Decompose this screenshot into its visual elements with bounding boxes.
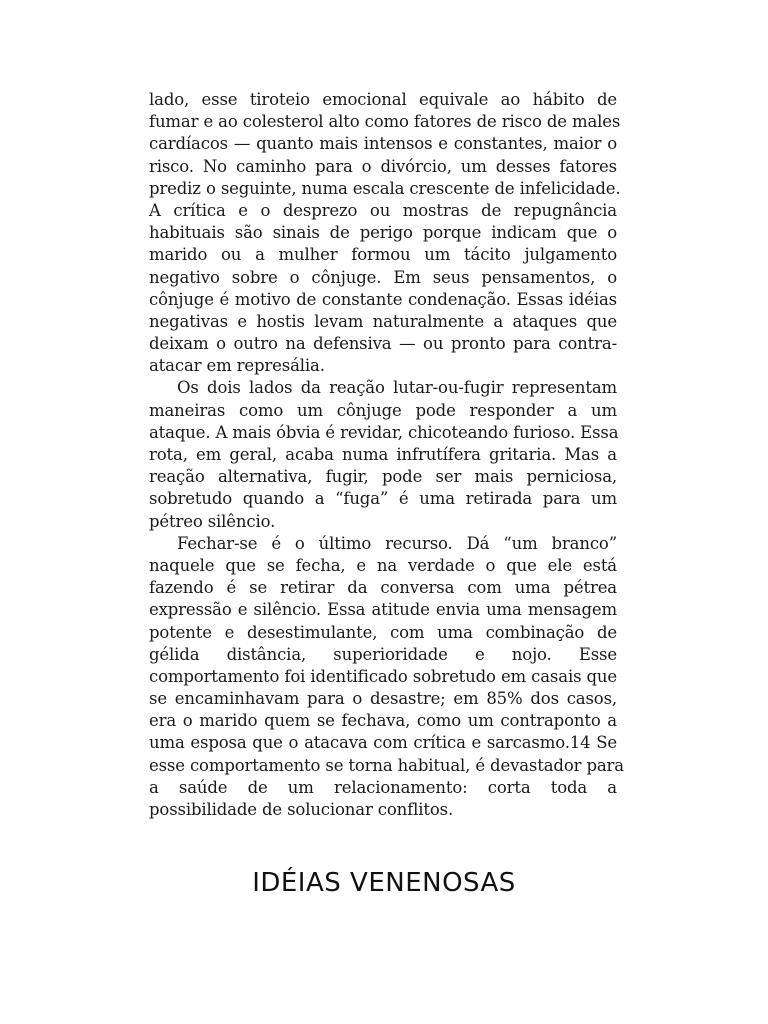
text-line: comportamento foi identificado sobretudo em casais que xyxy=(149,666,617,686)
text-line: atacar em represália. xyxy=(149,356,325,376)
text-line: pétreo silêncio. xyxy=(149,511,276,531)
text-line: uma esposa que o atacava com crítica e sarcasmo.14 Se xyxy=(149,733,617,753)
text-line: possibilidade de solucionar conflitos. xyxy=(149,800,454,819)
text-line: negativas e hostis levam naturalmente a ataques que xyxy=(149,311,617,331)
text-line: naquele que se fecha, e na verdade o que ele está xyxy=(149,555,617,575)
text-line: habituais são sinais de perigo porque indicam que o xyxy=(149,223,617,243)
text-line: fumar e ao colesterol alto como fatores de risco de males xyxy=(149,112,621,132)
text-line: deixam o outro na defensiva — ou pronto para contra- xyxy=(149,334,617,354)
text-line: A crítica e o desprezo ou mostras de repugnância xyxy=(149,200,617,220)
text-line: Fechar-se é o último recurso. Dá “um branco” xyxy=(177,533,617,553)
text-line: marido ou a mulher formou um tácito julgamento xyxy=(149,245,617,265)
text-line: era o marido quem se fechava, como um contraponto a xyxy=(149,711,617,731)
text-line: risco. No caminho para o divórcio, um desses fatores xyxy=(149,156,617,176)
text-line: expressão e silêncio. Essa atitude envia uma mensagem xyxy=(149,600,617,620)
text-line: lado, esse tiroteio emocional equivale ao hábito de xyxy=(149,90,617,109)
text-line: reação alternativa, fugir, pode ser mais perniciosa, xyxy=(149,467,617,487)
text-line: sobretudo quando a “fuga” é uma retirada para um xyxy=(149,489,617,509)
text-line: rota, em geral, acaba numa infrutífera gritaria. Mas a xyxy=(149,445,617,464)
text-line: fazendo é se retirar da conversa com uma pétrea xyxy=(149,578,617,598)
text-line: gélida distância, superioridade e nojo. Esse xyxy=(149,644,617,664)
text-line: maneiras como um cônjuge pode responder a um xyxy=(149,400,617,420)
text-line: potente e desestimulante, com uma combinação de xyxy=(149,622,617,642)
text-line: cônjuge é motivo de constante condenação. Essas idéias xyxy=(149,289,617,309)
text-line: se encaminhavam para o desastre; em 85% dos casos, xyxy=(149,689,617,709)
text-line: esse comportamento se torna habitual, é devastador para xyxy=(149,755,624,775)
body-text xyxy=(149,89,624,821)
text-line: negativo sobre o cônjuge. Em seus pensamentos, o xyxy=(149,267,617,287)
text-line: a saúde de um relacionamento: corta toda a xyxy=(149,777,617,797)
text-line: prediz o seguinte, numa escala crescente de infelicidade. xyxy=(149,178,621,198)
text-line: Os dois lados da reação lutar-ou-fugir representam xyxy=(177,378,617,398)
text-line: ataque. A mais óbvia é revidar, chicoteando furioso. Essa xyxy=(149,422,619,442)
section-heading: IDÉIAS VENENOSAS xyxy=(252,868,516,898)
text-line: cardíacos — quanto mais intensos e constantes, maior o xyxy=(149,134,617,154)
